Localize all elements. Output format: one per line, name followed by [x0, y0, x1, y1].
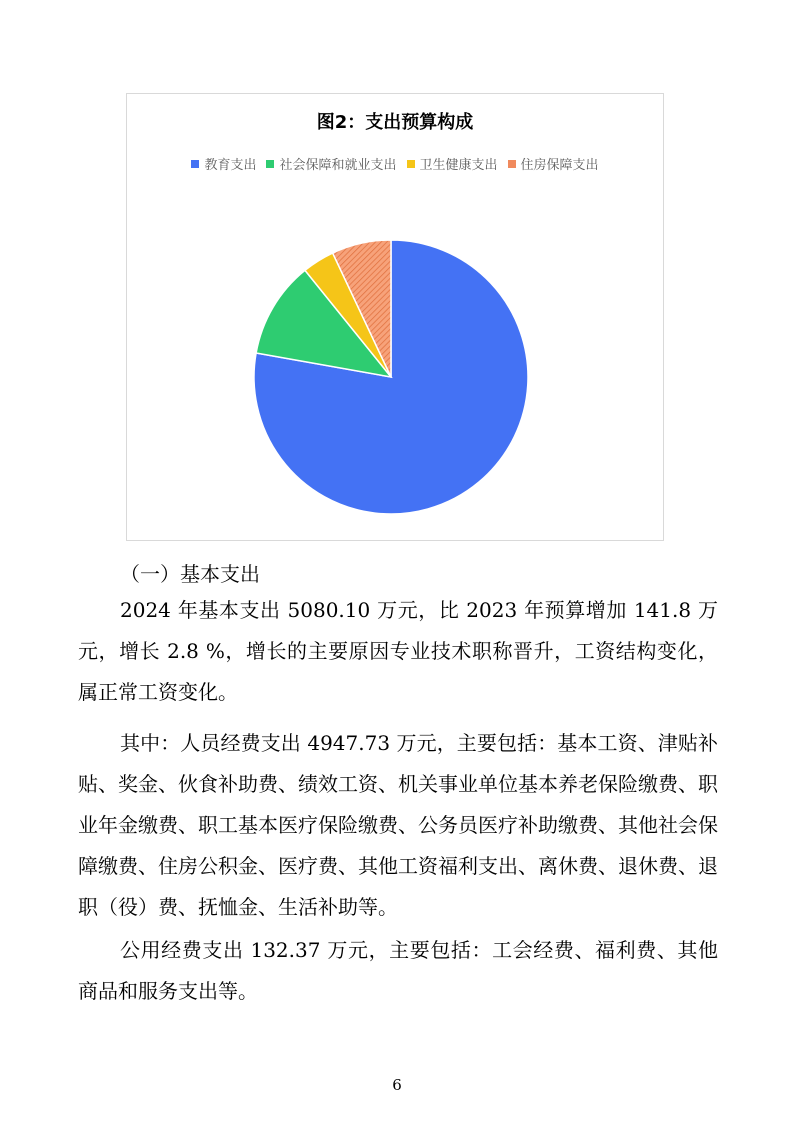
legend-label: 卫生健康支出	[419, 158, 498, 173]
section-heading: （一）基本支出	[120, 562, 260, 586]
chart-title: 图2：支出预算构成	[316, 112, 474, 133]
paragraph-basic-expenditure: 2024 年基本支出 5080.10 万元，比 2023 年预算增加 141.8 万元，增长 2.8 %，增长的主要原因专业技术职称晋升，工资结构变化，属正常工资变化。	[78, 598, 718, 704]
legend-label: 住房保障支出	[520, 158, 599, 173]
paragraph-personnel-expenditure: 其中：人员经费支出 4947.73 万元，主要包括：基本工资、津贴补贴、奖金、伙食补助费、绩效工资、机关事业单位基本养老保险缴费、职业年金缴费、职工基本医疗保险缴费、公务员医疗补助缴费、其他社会保障缴费、住房公积金、医疗费、其他工资福利支出、离休费、退休费、退职（役）费、抚恤金、生活补助等。	[78, 731, 718, 919]
legend-label: 教育支出	[204, 158, 257, 173]
legend-label: 社会保障和就业支出	[279, 158, 397, 173]
paragraph-public-expenditure: 公用经费支出 132.37 万元，主要包括：工会经费、福利费、其他商品和服务支出等。	[78, 938, 718, 1003]
page-number: 6	[392, 1076, 402, 1094]
pie-chart	[126, 93, 664, 541]
pie-plot	[127, 94, 663, 540]
